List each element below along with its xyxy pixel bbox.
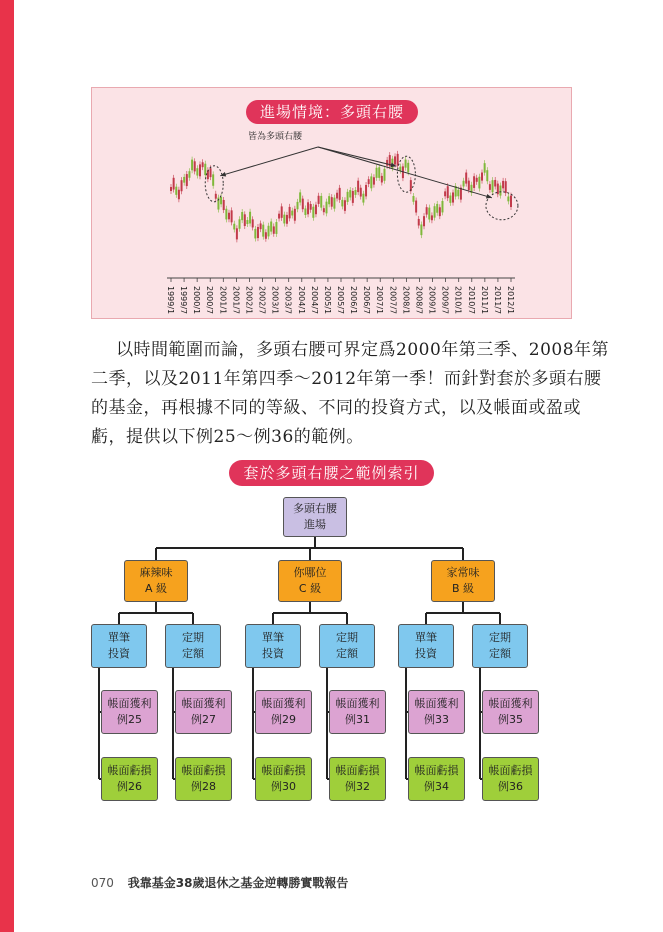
paragraph-line-4: 虧，提供以下例25～例36的範例。: [91, 427, 364, 447]
grade-node-line-2: A 級: [144, 582, 168, 595]
method-node-line-1: 單筆: [108, 631, 130, 644]
x-tick-label: 2005/1: [322, 286, 332, 315]
x-tick-label: 2009/1: [427, 286, 437, 315]
chart-title: 進場情境：多頭右腰: [246, 100, 418, 124]
profit-node-line-2: 例35: [498, 713, 523, 726]
x-tick-label: 2007/7: [388, 286, 398, 315]
x-tick-label: 2002/1: [244, 286, 254, 315]
method-node-line-2: 定額: [336, 647, 358, 660]
loss-node-line-2: 例30: [271, 780, 296, 793]
loss-node: [101, 757, 158, 801]
profit-node: [329, 690, 386, 734]
loss-node-line-2: 例32: [345, 780, 370, 793]
method-node-line-2: 投資: [415, 647, 437, 660]
method-node-line-1: 單筆: [262, 631, 284, 644]
method-node: [91, 624, 147, 668]
profit-node-line-1: 帳面獲利: [488, 697, 533, 710]
x-tick-label: 2000/1: [192, 286, 202, 315]
x-tick-label: 2004/7: [309, 286, 319, 315]
method-node-line-2: 定額: [489, 647, 511, 660]
loss-node: [255, 757, 312, 801]
profit-node: [482, 690, 539, 734]
book-title: 我靠基金38歲退休之基金逆轉勝實戰報告: [127, 876, 349, 890]
x-tick-label: 2001/1: [218, 286, 228, 315]
loss-node-line-2: 例34: [424, 780, 449, 793]
loss-node-line-1: 帳面虧損: [414, 764, 459, 777]
root-node-line-2: 進場: [304, 518, 326, 531]
x-tick-label: 2010/1: [453, 286, 463, 315]
profit-node: [175, 690, 232, 734]
loss-node-line-1: 帳面虧損: [181, 764, 226, 777]
profit-node-line-1: 帳面獲利: [107, 697, 152, 710]
loss-node: [408, 757, 465, 801]
loss-node-line-1: 帳面虧損: [107, 764, 152, 777]
profit-node-line-2: 例33: [424, 713, 449, 726]
method-node: [472, 624, 528, 668]
paragraph-line-2: 二季，以及2011年第四季～2012年第一季！而針對套於多頭右腰: [91, 369, 602, 389]
grade-node: [278, 560, 342, 602]
loss-node-line-1: 帳面虧損: [488, 764, 533, 777]
page-number: 070: [91, 876, 114, 890]
method-node-line-1: 定期: [182, 631, 204, 644]
method-node-line-2: 定額: [182, 647, 204, 660]
x-tick-label: 2009/7: [440, 286, 450, 315]
x-tick-label: 2005/7: [336, 286, 345, 315]
grade-node-line-1: 家常味: [446, 566, 480, 579]
method-node: [245, 624, 301, 668]
profit-node-line-2: 例31: [345, 713, 370, 726]
method-node-line-1: 單筆: [415, 631, 437, 644]
x-tick-label: 2003/7: [283, 286, 293, 315]
profit-node: [101, 690, 158, 734]
loss-node: [482, 757, 539, 801]
x-tick-label: 2012/1: [506, 286, 515, 315]
method-node-line-1: 定期: [336, 631, 358, 644]
method-node: [398, 624, 454, 668]
grade-node-line-2: C 級: [298, 582, 322, 595]
x-tick-label: 2000/7: [205, 286, 215, 315]
loss-node-line-2: 例26: [117, 780, 142, 793]
grade-node-line-2: B 級: [451, 582, 475, 595]
page-footer: [91, 874, 348, 891]
annotation-label: 皆為多頭右腰: [248, 132, 303, 142]
grade-node: [431, 560, 495, 602]
grade-node: [124, 560, 188, 602]
x-tick-label: 2011/7: [492, 286, 502, 315]
root-node: [283, 497, 347, 537]
x-tick-label: 2002/7: [257, 286, 267, 315]
loss-node: [175, 757, 232, 801]
method-node-line-2: 投資: [108, 647, 130, 660]
org-chart-title: 套於多頭右腰之範例索引: [229, 460, 434, 486]
method-node: [319, 624, 375, 668]
profit-node-line-1: 帳面獲利: [181, 697, 226, 710]
x-tick-label: 2007/1: [375, 286, 385, 315]
profit-node-line-1: 帳面獲利: [335, 697, 380, 710]
root-node-line-1: 多頭右腰: [293, 502, 337, 515]
paragraph-line-1: 以時間範圍而論，多頭右腰可界定爲2000年第三季、2008年第: [116, 340, 610, 360]
profit-node: [255, 690, 312, 734]
x-tick-label: 2011/1: [479, 286, 489, 315]
profit-node-line-1: 帳面獲利: [261, 697, 306, 710]
profit-node-line-2: 例27: [191, 713, 216, 726]
grade-node-line-1: 你哪位: [293, 566, 327, 579]
loss-node-line-1: 帳面虧損: [335, 764, 380, 777]
method-node-line-1: 定期: [489, 631, 511, 644]
grade-node-line-1: 麻辣味: [139, 566, 173, 579]
x-tick-label: 2008/1: [401, 286, 411, 315]
profit-node-line-2: 例25: [117, 713, 142, 726]
x-tick-label: 2008/7: [414, 286, 424, 315]
profit-node: [408, 690, 465, 734]
loss-node-line-2: 例36: [498, 780, 523, 793]
x-tick-label: 2010/7: [466, 286, 476, 315]
x-tick-label: 2001/7: [231, 286, 241, 315]
paragraph-line-3: 的基金，再根據不同的等級、不同的投資方式，以及帳面或盈或: [91, 398, 581, 418]
x-tick-label: 2004/1: [296, 286, 306, 315]
method-node: [165, 624, 221, 668]
x-tick-label: 1999/1: [166, 286, 175, 315]
profit-node-line-2: 例29: [271, 713, 296, 726]
loss-node-line-1: 帳面虧損: [261, 764, 306, 777]
x-tick-label: 2006/7: [362, 286, 372, 315]
loss-node-line-2: 例28: [191, 780, 216, 793]
x-tick-label: 1999/7: [179, 286, 189, 315]
profit-node-line-1: 帳面獲利: [414, 697, 459, 710]
loss-node: [329, 757, 386, 801]
x-tick-label: 2006/1: [349, 286, 359, 315]
x-tick-label: 2003/1: [270, 286, 280, 315]
method-node-line-2: 投資: [262, 647, 284, 660]
